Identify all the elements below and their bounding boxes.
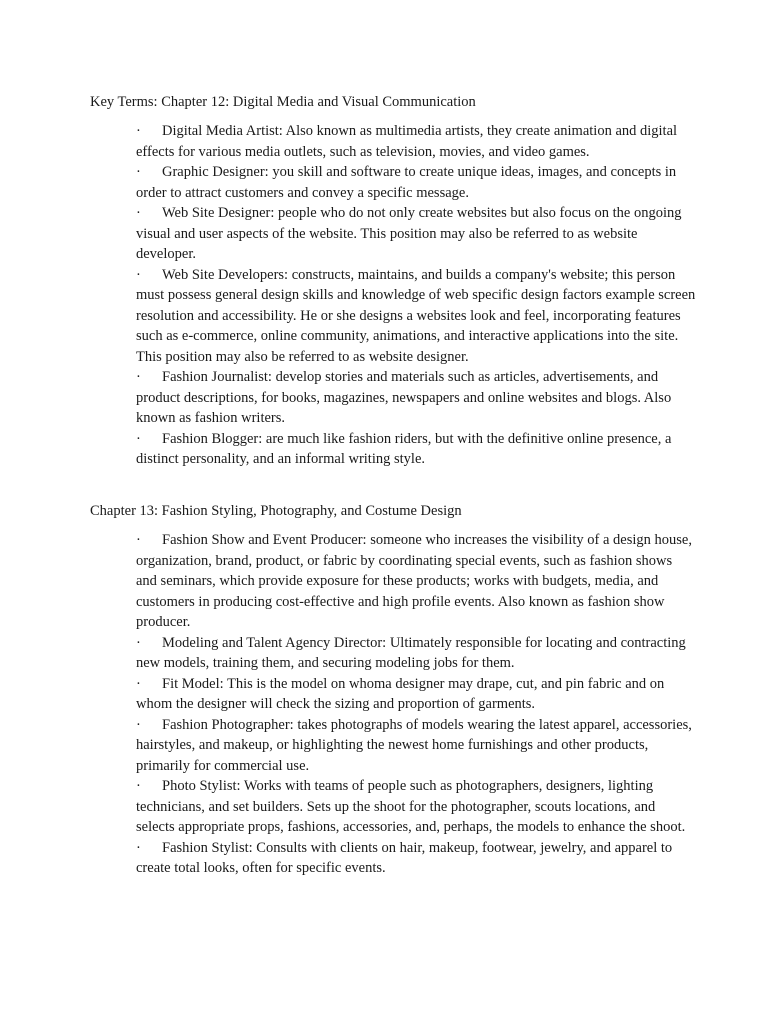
term-text: Web Site Designer: people who do not only create websites but also focus on the ongoing visual and user aspects of the website. This position may also be referred to as website developer. (136, 205, 682, 262)
term-text: Fashion Show and Event Producer: someone who increases the visibility of a design house, organization, brand, product, or fabric by coordinating special events, such as fashion shows and seminars, which provide exposure for these products; works with budgets, media, and customers in producing cost-effective and high profile events. Also known as fashion show producer. (136, 532, 692, 630)
term-text: Fashion Blogger: are much like fashion riders, but with the definitive online presence, a distinct personality, and an informal writing style. (136, 430, 672, 467)
term-item (136, 838, 696, 879)
term-text: Graphic Designer: you skill and software to create unique ideas, images, and concepts in order to attract customers and convey a specific message. (136, 164, 677, 201)
term-text: Photo Stylist: Works with teams of people such as photographers, designers, lighting technicians, and set builders. Sets up the shoot for the photographer, scouts locations, and selects appropriate props, fashions, accessories, and, perhaps, the models to enhance the shoot. (136, 778, 686, 835)
bullet-icon: · (136, 205, 141, 221)
term-item (136, 633, 696, 674)
bullet-icon: · (136, 532, 141, 548)
bullet-icon: · (136, 123, 141, 139)
term-text: Digital Media Artist: Also known as multimedia artists, they create animation and digital effects for various media outlets, such as television, movies, and video games. (136, 123, 678, 160)
bullet-icon: · (136, 430, 141, 447)
section-heading-chapter-13: Chapter 13: Fashion Styling, Photography, and Costume Design (90, 503, 462, 519)
term-text: Fit Model: This is the model on whoma designer may drape, cut, and pin fabric and on whom the designer will check the sizing and proportion of garments. (136, 675, 665, 712)
term-item (136, 162, 696, 203)
term-item (136, 265, 696, 368)
term-list-chapter-13 (136, 530, 696, 879)
section-heading-chapter-12: Key Terms: Chapter 12: Digital Media and Visual Communication (90, 94, 476, 110)
term-item (136, 776, 696, 838)
term-item (136, 367, 696, 429)
term-item (136, 121, 696, 162)
bullet-icon: · (136, 266, 141, 283)
term-item (136, 715, 696, 777)
term-text: Fashion Photographer: takes photographs of models wearing the latest apparel, accessories, hairstyles, and makeup, or highlighting the newest home furnishings and other products, primarily for commercial use. (136, 716, 692, 774)
bullet-icon: · (136, 675, 141, 692)
term-item (136, 203, 696, 265)
bullet-icon: · (136, 716, 141, 733)
term-text: Web Site Developers: constructs, maintains, and builds a company's website; this person must possess general design skills and knowledge of web specific design factors example screen resolution and accessibility. He or she designs a websites look and feel, incorporating features such as e-commerce, online community, animations, and interactive applications into the site. This position may also be referred to as website designer. (136, 266, 696, 365)
bullet-icon: · (136, 778, 141, 794)
term-item (136, 674, 696, 715)
term-text: Fashion Stylist: Consults with clients on hair, makeup, footwear, jewelry, and apparel to create total looks, often for specific events. (136, 839, 673, 876)
bullet-icon: · (136, 634, 141, 651)
term-list-chapter-12 (136, 121, 696, 470)
term-text: Fashion Journalist: develop stories and materials such as articles, advertisements, and product descriptions, for books, magazines, newspapers and online websites and blogs. Also known as fashion writers. (136, 369, 672, 426)
bullet-icon: · (136, 164, 141, 180)
term-text: Modeling and Talent Agency Director: Ultimately responsible for locating and contracting new models, training them, and securing modeling jobs for them. (136, 634, 686, 671)
term-item (136, 429, 696, 470)
bullet-icon: · (136, 839, 141, 856)
term-item (136, 530, 696, 633)
bullet-icon: · (136, 369, 141, 385)
